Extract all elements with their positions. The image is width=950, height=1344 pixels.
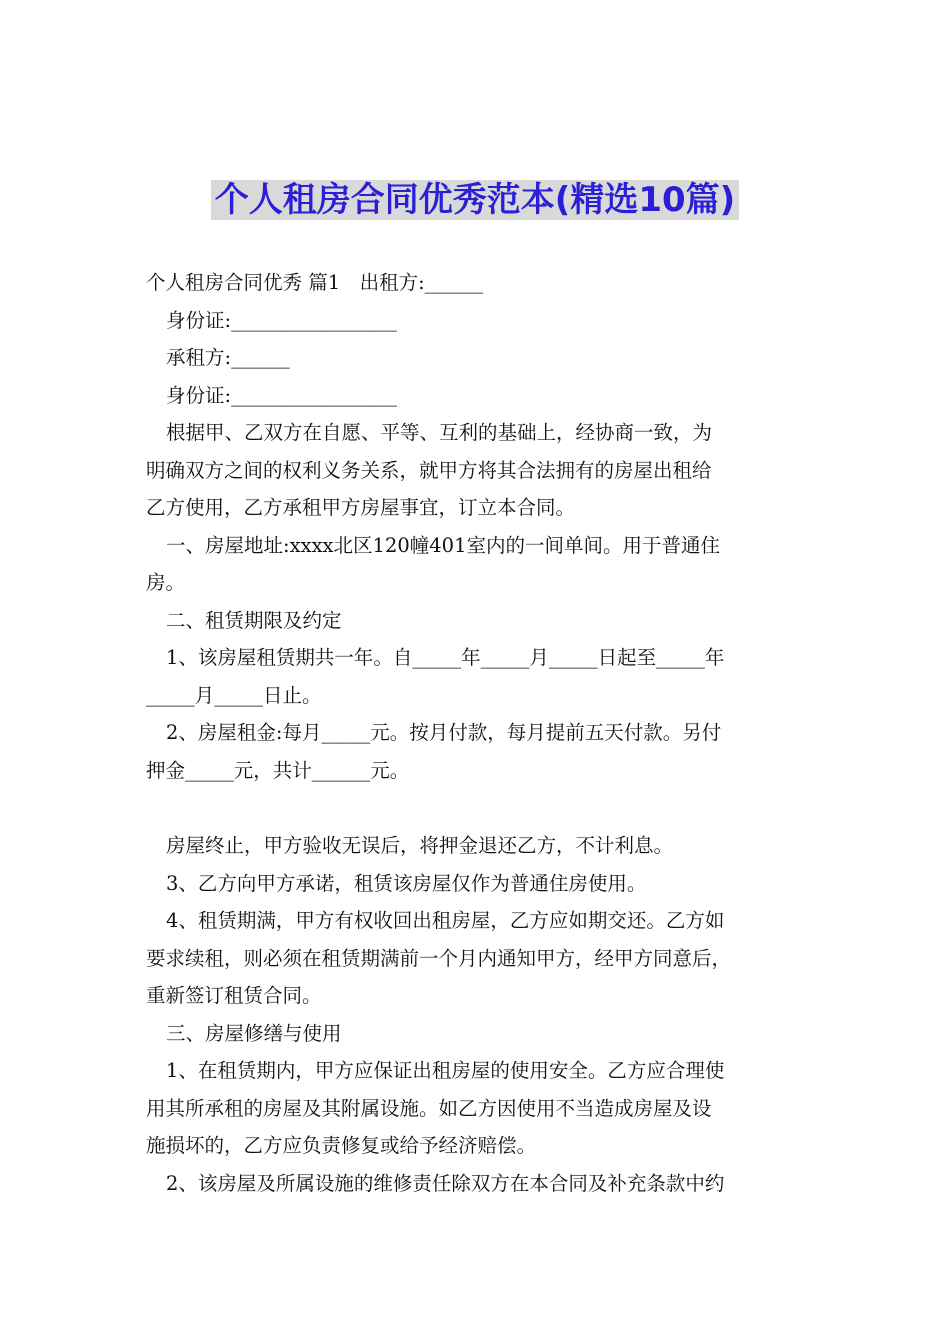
paragraph-line: 1、在租赁期内，甲方应保证出租房屋的使用安全。乙方应合理使 (166, 1059, 725, 1082)
paragraph-line: 三、房屋修缮与使用 (166, 1021, 342, 1045)
paragraph-line: 根据甲、乙双方在自愿、平等、互利的基础上，经协商一致，为 (166, 421, 713, 444)
paragraph-line: 3、乙方向甲方承诺，租赁该房屋仅作为普通住房使用。 (166, 871, 647, 895)
paragraph-line (146, 789, 810, 827)
paragraph-line: 房屋终止，甲方验收无误后，将押金退还乙方，不计利息。 (166, 834, 674, 857)
paragraph-line: 2、房屋租金:每月_____元。按月付款，每月提前五天付款。另付 (166, 721, 722, 744)
paragraph-line: 身份证:_________________ (166, 308, 397, 332)
paragraph-line: 承租方:______ (166, 346, 290, 369)
paragraph-line: 明确双方之间的权利义务关系，就甲方将其合法拥有的房屋出租给 (146, 458, 712, 482)
paragraph-line: 二、租赁期限及约定 (166, 608, 342, 632)
paragraph-line: 一、房屋地址:xxxx北区120幢401室内的一间单间。用于普通住 (166, 533, 720, 557)
paragraph-line: 乙方使用，乙方承租甲方房屋事宜，订立本合同。 (146, 496, 576, 519)
paragraph-line: 押金_____元，共计______元。 (146, 758, 410, 782)
paragraph-line: 1、该房屋租赁期共一年。自_____年_____月_____日起至_____年 (166, 646, 725, 669)
paragraph-line: 个人租房合同优秀 篇1 出租方:______ (146, 271, 484, 294)
paragraph-line: 要求续租，则必须在租赁期满前一个月内通知甲方，经甲方同意后， (146, 946, 732, 970)
paragraph-line: 重新签订租赁合同。 (146, 984, 322, 1007)
paragraph-line: 用其所承租的房屋及其附属设施。如乙方因使用不当造成房屋及设 (146, 1096, 712, 1120)
document-body (146, 264, 810, 1202)
paragraph-line: 房。 (146, 571, 186, 594)
paragraph-line: 施损坏的，乙方应负责修复或给予经济赔偿。 (146, 1134, 537, 1157)
document-title-text: 个人租房合同优秀范本(精选10篇) (211, 180, 739, 220)
paragraph-line: 2、该房屋及所属设施的维修责任除双方在本合同及补充条款中约 (166, 1171, 725, 1195)
paragraph-line: _____月_____日止。 (146, 683, 322, 707)
document-title (0, 178, 950, 222)
paragraph-line: 身份证:_________________ (166, 383, 397, 407)
paragraph-line: 4、租赁期满，甲方有权收回出租房屋，乙方应如期交还。乙方如 (166, 909, 725, 932)
